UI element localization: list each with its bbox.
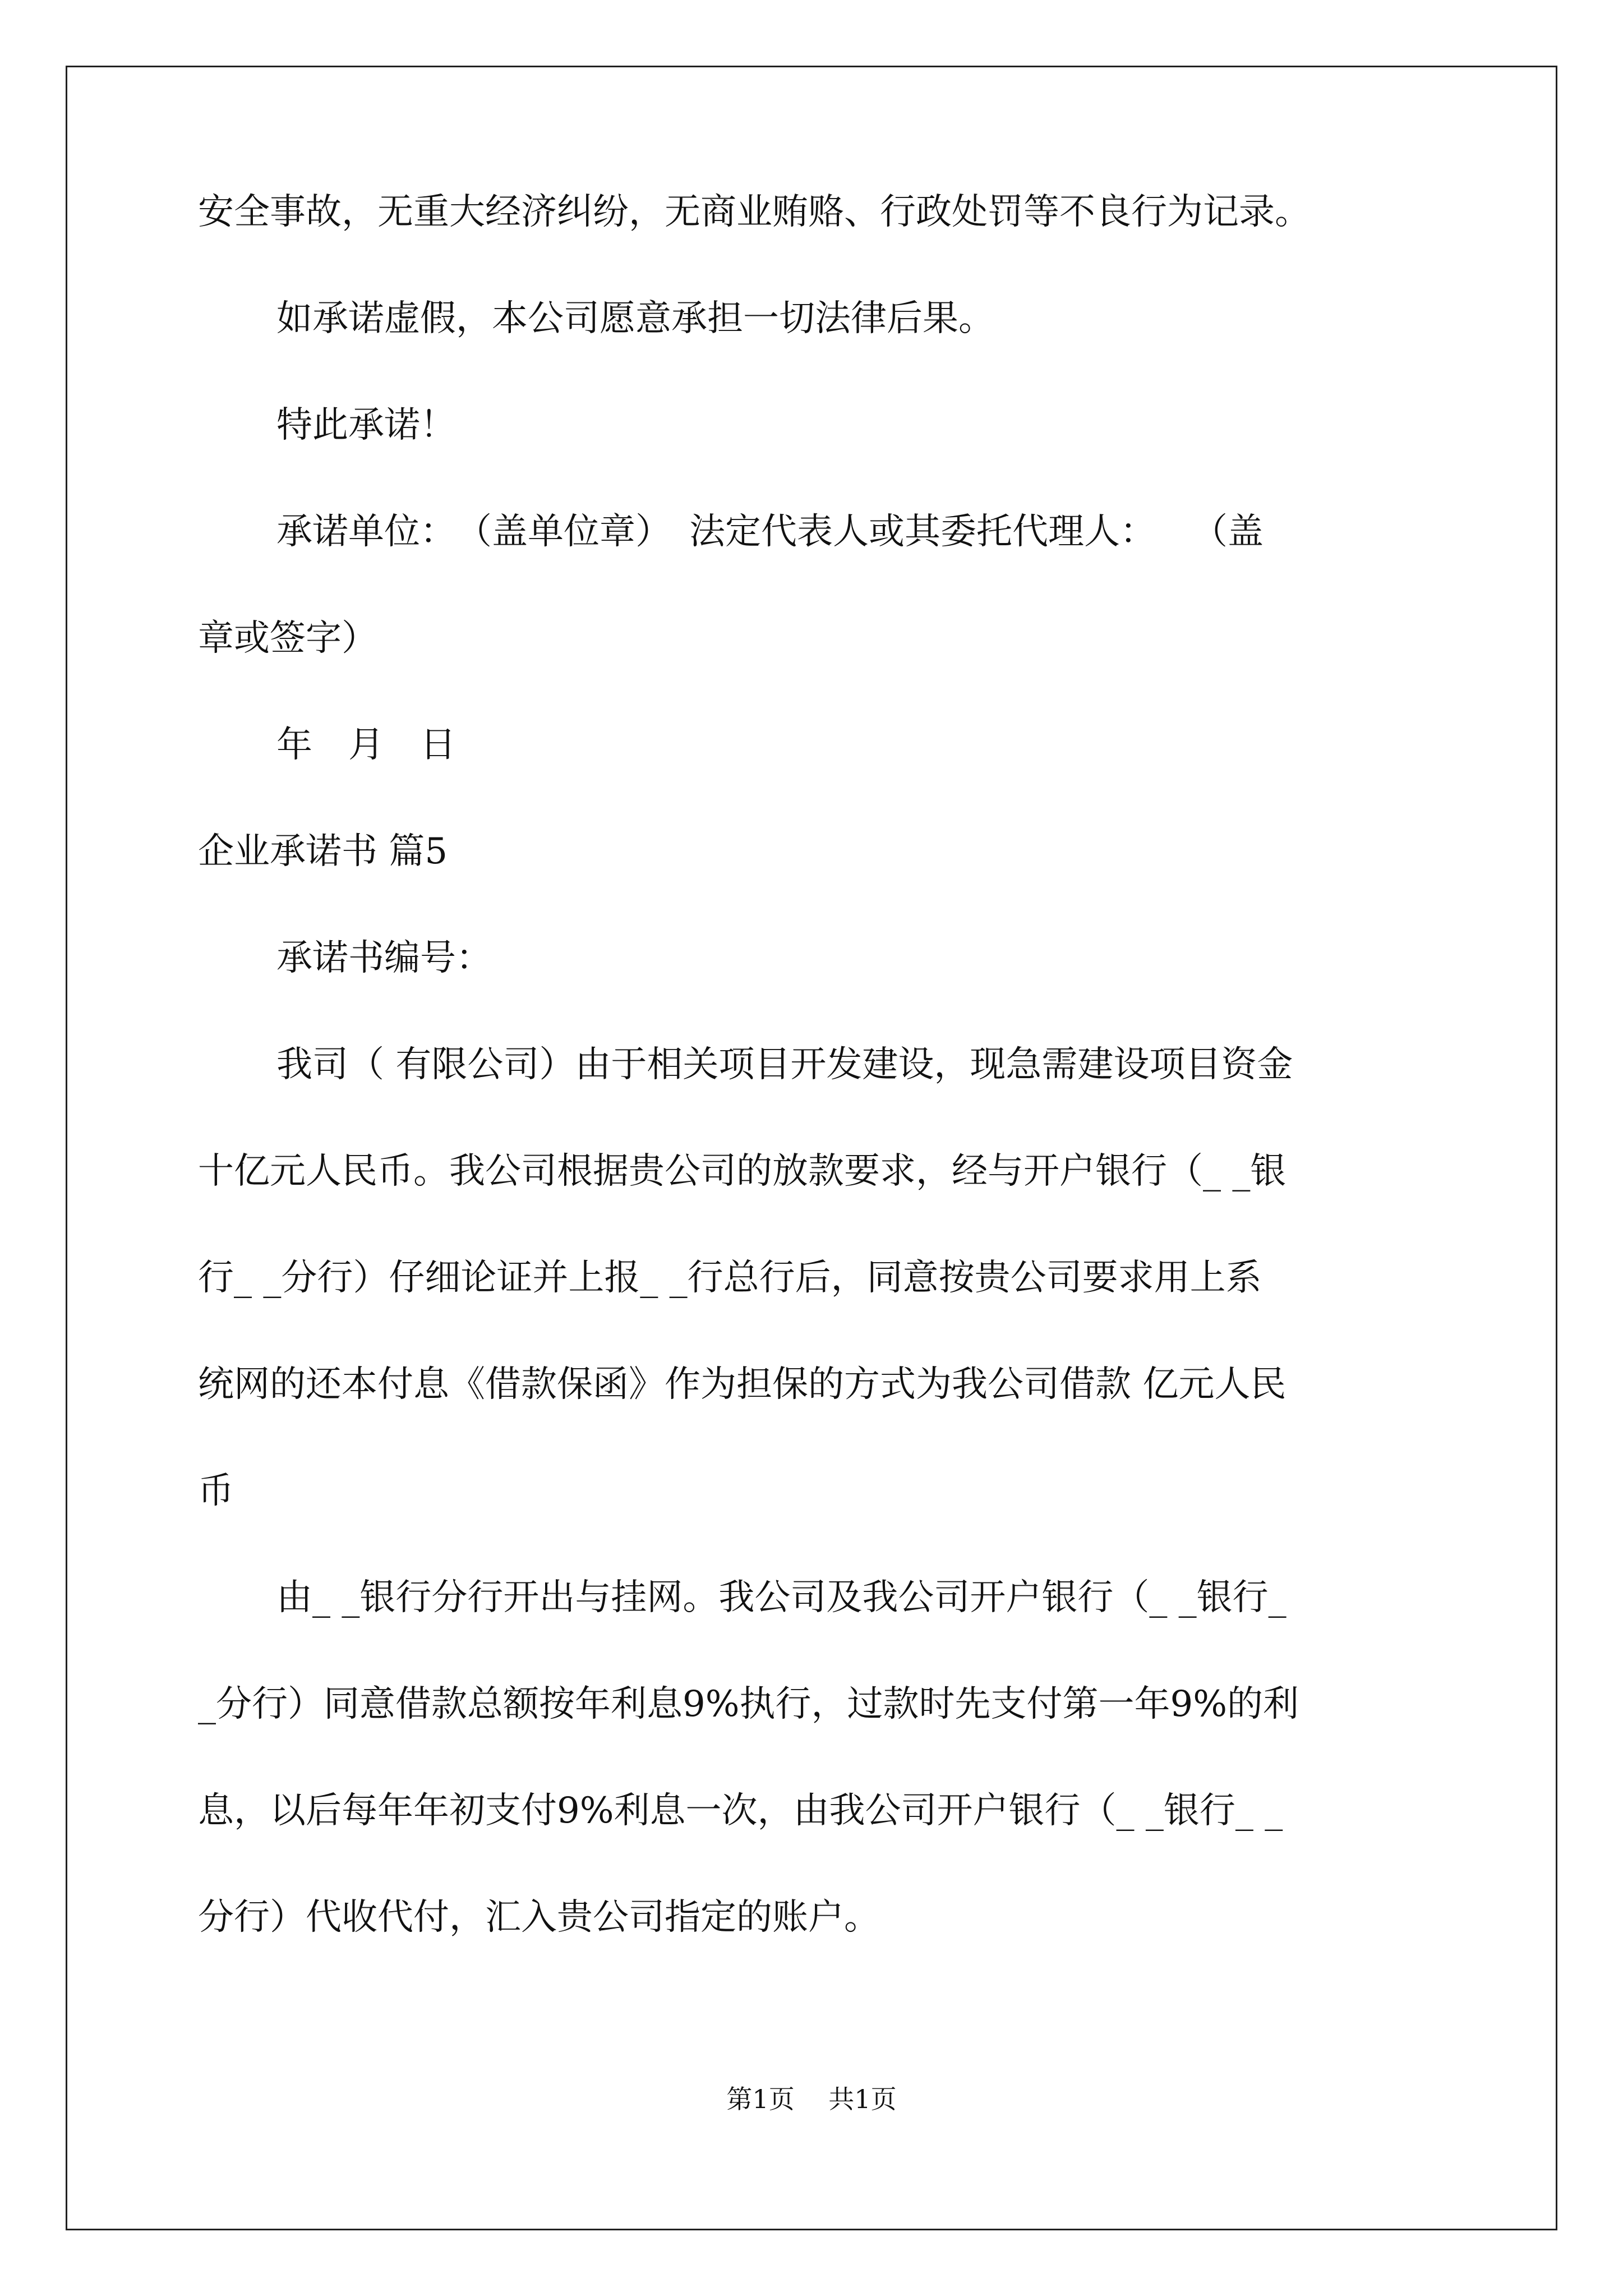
paragraph-line: 年 月 日	[276, 724, 456, 766]
paragraph-line: 特此承诺！	[276, 404, 456, 446]
paragraph-line: 息，以后每年年初支付9%利息一次，由我公司开户银行（_ _银行_ _	[198, 1790, 1283, 1832]
paragraph-line: 分行）代收代付，汇入贵公司指定的账户。	[198, 1897, 880, 1938]
paragraph-line: 行_ _分行）仔细论证并上报_ _行总行后，同意按贵公司要求用上系	[198, 1257, 1262, 1299]
paragraph-line: 币	[198, 1470, 234, 1512]
paragraph-line: 统网的还本付息《借款保函》作为担保的方式为我公司借款 亿元人民	[198, 1364, 1287, 1405]
paragraph-line: 章或签字）	[198, 618, 377, 659]
section-heading: 企业承诺书 篇5	[198, 831, 448, 872]
paragraph-line: 如承诺虚假，本公司愿意承担一切法律后果。	[276, 298, 994, 339]
paragraph-line: _分行）同意借款总额按年利息9%执行，过款时先支付第一年9%的利	[198, 1683, 1299, 1725]
paragraph-line: 十亿元人民币。我公司根据贵公司的放款要求，经与开户银行（_ _银	[198, 1151, 1287, 1192]
paragraph-line: 承诺书编号：	[276, 937, 492, 979]
paragraph-line: 由_ _银行分行开出与挂网。我公司及我公司开户银行（_ _银行_	[276, 1577, 1287, 1618]
paragraph-line: 我司（ 有限公司）由于相关项目开发建设，现急需建设项目资金	[276, 1044, 1293, 1085]
page-footer: 第1页 共1页	[726, 2084, 897, 2114]
paragraph-line: 安全事故，无重大经济纠纷，无商业贿赂、行政处罚等不良行为记录。	[198, 191, 1311, 233]
paragraph-line: 承诺单位： （盖单位章） 法定代表人或其委托代理人： （盖	[276, 511, 1264, 553]
